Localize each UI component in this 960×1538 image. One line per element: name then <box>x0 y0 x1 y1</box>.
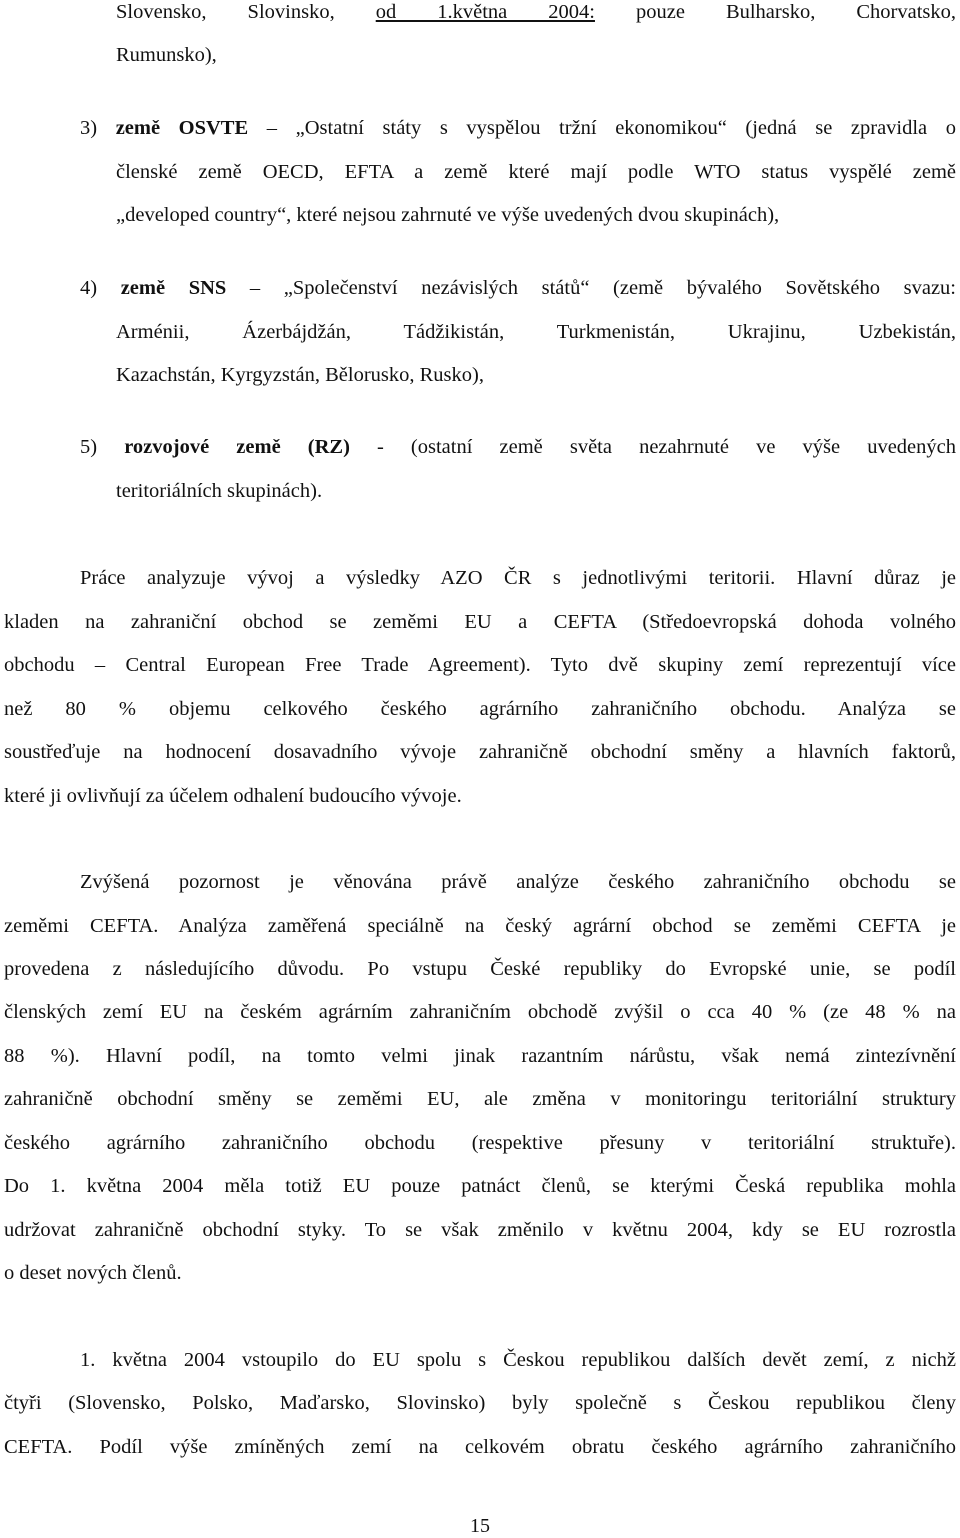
text-span: – „Společenství nezávislých států“ (země bývalého Sovětského svazu: <box>226 277 956 299</box>
page-number: 15 <box>470 1515 490 1537</box>
paragraph-line: Do 1. května 2004 měla totiž EU pouze patnáct členů, se kterými Česká republika mohla <box>4 1175 956 1197</box>
paragraph-line: provedena z následujícího důvodu. Po vstupu České republiky do Evropské unie, se podíl <box>4 958 956 980</box>
list-number: 4) <box>80 277 121 299</box>
paragraph-line: které ji ovlivňují za účelem odhalení budoucího vývoje. <box>4 785 462 807</box>
text-line: členské země OECD, EFTA a země které mají podle WTO status vyspělé země <box>116 161 956 183</box>
paragraph-line: udržovat zahraničně obchodní styky. To se však změnilo v květnu 2004, kdy se EU rozrostla <box>4 1219 956 1241</box>
list-item-continuation <box>116 0 956 24</box>
list-number: 3) <box>80 117 116 139</box>
list-item-3 <box>80 116 956 140</box>
paragraph-line: českého agrárního zahraničního obchodu (respektive přesuny v teritoriální struktuře). <box>4 1132 956 1154</box>
paragraph-line: členských zemí EU na českém agrárním zahraničním obchodě zvýšil o cca 40 % (ze 48 % na <box>4 1001 956 1023</box>
list-item-4 <box>80 276 956 300</box>
text-line: teritoriálních skupinách). <box>116 480 323 502</box>
paragraph-line: CEFTA. Podíl výše zmíněných zemí na celkovém obratu českého agrárního zahraničního <box>4 1436 956 1458</box>
paragraph-line: zahraničně obchodní směny se zeměmi EU, ale změna v monitoringu teritoriální struktury <box>4 1088 956 1110</box>
text-line: Kazachstán, Kyrgyzstán, Bělorusko, Rusko), <box>116 364 484 386</box>
paragraph-line: obchodu – Central European Free Trade Agreement). Tyto dvě skupiny zemí reprezentují více <box>4 654 956 676</box>
paragraph-line: 1. května 2004 vstoupilo do EU spolu s Českou republikou dalších devět zemí, z nichž <box>80 1349 956 1371</box>
paragraph-line: Práce analyzuje vývoj a výsledky AZO ČR s jednotlivými teritorii. Hlavní důraz je <box>80 567 956 589</box>
list-term: země SNS <box>120 277 227 299</box>
text-span: Slovensko, Slovinsko, <box>116 1 376 23</box>
text-line: Arménii, Ázerbájdžán, Tádžikistán, Turkmenistán, Ukrajinu, Uzbekistán, <box>116 321 956 343</box>
text-line: Rumunsko), <box>116 44 217 66</box>
paragraph-line: kladen na zahraniční obchod se zeměmi EU a CEFTA (Středoevropská dohoda volného <box>4 611 956 633</box>
paragraph-line: zeměmi CEFTA. Analýza zaměřená speciálně na český agrární obchod se zeměmi CEFTA je <box>4 915 956 937</box>
underlined-date: od 1.května 2004: <box>375 1 595 23</box>
paragraph-line: 88 %). Hlavní podíl, na tomto velmi jinak razantním nárůstu, však nemá zintezívnění <box>4 1045 956 1067</box>
paragraph-line: čtyři (Slovensko, Polsko, Maďarsko, Slovinsko) byly společně s Českou republikou členy <box>4 1392 956 1414</box>
text-span: pouze Bulharsko, Chorvatsko, <box>594 1 956 23</box>
list-term: rozvojové země (RZ) <box>124 436 350 458</box>
list-item-5 <box>80 435 956 459</box>
text-span: – „Ostatní státy s vyspělou tržní ekonomikou“ (jedná se zpravidla o <box>248 117 957 139</box>
text-span: - (ostatní země světa nezahrnuté ve výše uvedených <box>349 436 957 458</box>
paragraph-line: než 80 % objemu celkového českého agrárního zahraničního obchodu. Analýza se <box>4 698 956 720</box>
paragraph-line: soustřeďuje na hodnocení dosavadního vývoje zahraničně obchodní směny a hlavních faktorů, <box>4 741 956 763</box>
paragraph-line: Zvýšená pozornost je věnována právě analýze českého zahraničního obchodu se <box>80 871 956 893</box>
list-number: 5) <box>80 436 125 458</box>
list-term: země OSVTE <box>115 117 249 139</box>
paragraph-line: o deset nových členů. <box>4 1262 182 1284</box>
text-line: „developed country“, které nejsou zahrnuté ve výše uvedených dvou skupinách), <box>116 204 780 226</box>
